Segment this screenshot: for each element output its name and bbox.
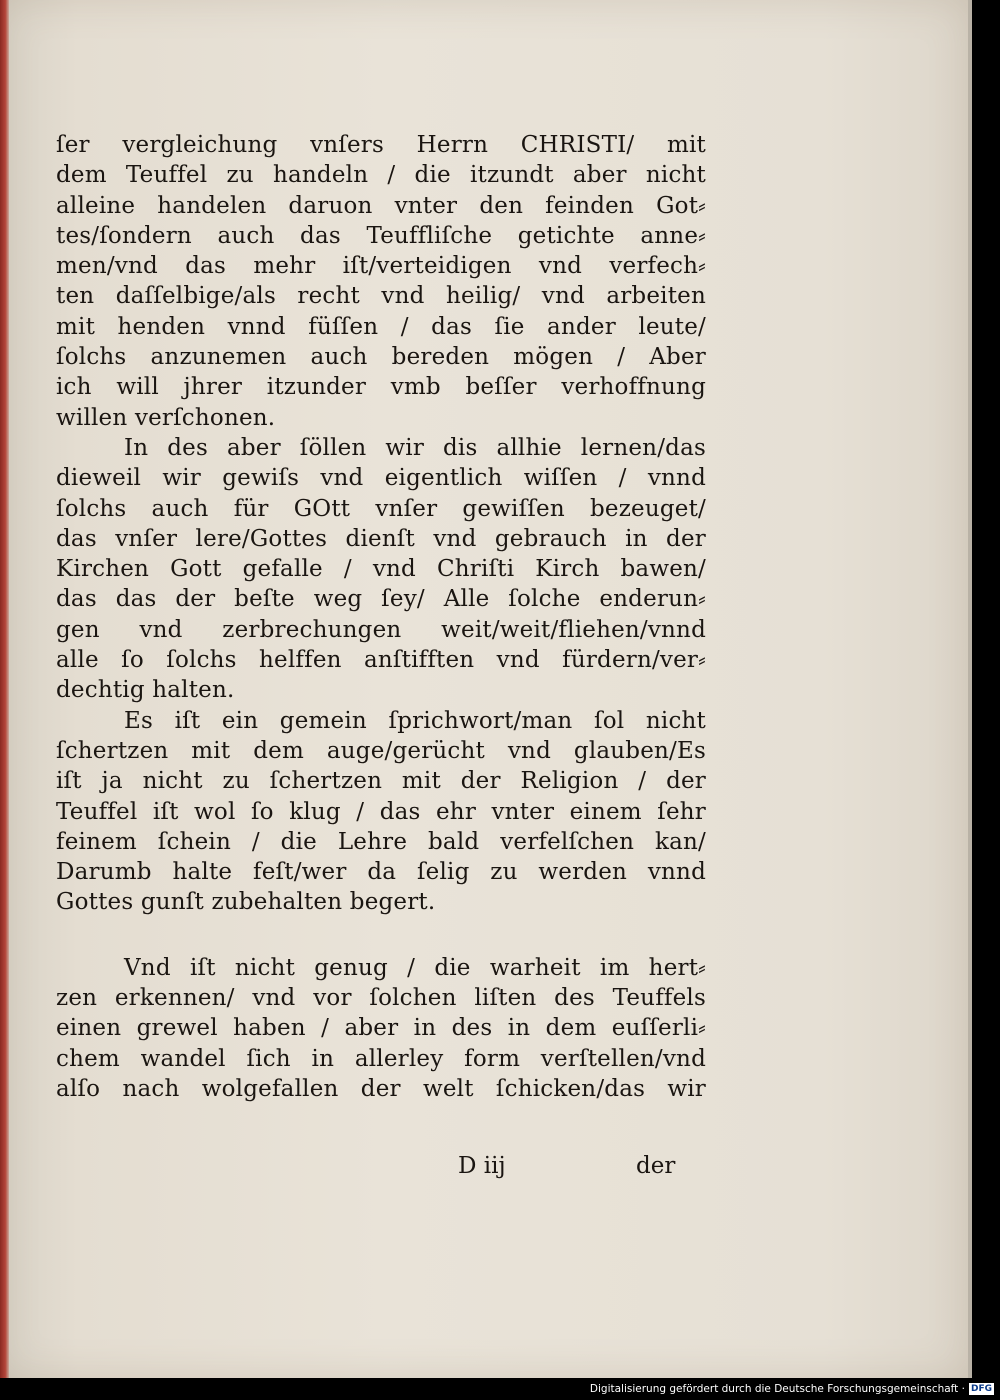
text-line: alſo nach wolgefallen der welt ſchicken/das wir bbox=[56, 1075, 706, 1102]
text-line: ich will jhrer itzunder vmb beſſer verhoffnung bbox=[56, 374, 706, 401]
text-line: dechtig halten. bbox=[56, 677, 235, 704]
text-line: Vnd iſt nicht genug / die warheit im hert⸗ bbox=[124, 954, 706, 981]
text-line: mit henden vnnd füſſen / das ſie ander leute/ bbox=[56, 313, 706, 340]
text-line: ſer vergleichung vnſers Herrn CHRISTI/ mit bbox=[56, 132, 706, 158]
text-line: das das der beſte weg ſey/ Alle ſolche enderun⸗ bbox=[56, 586, 706, 613]
binding-edge bbox=[0, 0, 9, 1378]
text-line: Teuffel iſt wol ſo klug / das ehr vnter einem ſehr bbox=[56, 798, 706, 825]
text-line: iſt ja nicht zu ſchertzen mit der Religion / der bbox=[56, 768, 706, 795]
text-line: feinem ſchein / die Lehre bald verfelſchen kan/ bbox=[56, 828, 706, 855]
credit-text: Digitalisierung gefördert durch die Deutsche Forschungsgemeinschaft · bbox=[589, 1383, 965, 1395]
text-line: In des aber ſöllen wir dis allhie lernen/das bbox=[124, 434, 706, 461]
signature-mark: D iij bbox=[458, 1153, 506, 1179]
text-line: einen grewel haben / aber in des in dem euſſerli⸗ bbox=[56, 1015, 706, 1042]
text-line: dieweil wir gewiſs vnd eigentlich wiſſen / vnnd bbox=[56, 465, 706, 492]
text-line: ſolchs auch für GOtt vnſer gewiſſen bezeuget/ bbox=[56, 495, 706, 522]
text-line: willen verſchonen. bbox=[56, 404, 276, 431]
text-line: Es iſt ein gemein ſprichwort/man ſol nicht bbox=[124, 707, 706, 734]
catchword: der bbox=[636, 1153, 676, 1179]
paragraph-gap bbox=[56, 918, 706, 953]
text-line: tes/ſondern auch das Teuffliſche getichte anne⸗ bbox=[56, 222, 706, 249]
text-line: alle ſo ſolchs helffen anſtifften vnd fürdern/ver⸗ bbox=[56, 647, 706, 674]
text-line: Kirchen Gott gefalle / vnd Chriſti Kirch bawen/ bbox=[56, 556, 706, 583]
text-line: das vnſer lere/Gottes dienſt vnd gebrauch in der bbox=[56, 525, 706, 552]
text-line: men/vnd das mehr iſt/verteidigen vnd verfech⸗ bbox=[56, 253, 706, 280]
text-line: dem Teuffel zu handeln / die itzundt aber nicht bbox=[56, 162, 706, 189]
text-line: ſchertzen mit dem auge/gerücht vnd glauben/Es bbox=[56, 737, 706, 764]
text-line: ſolchs anzunemen auch bereden mögen / Aber bbox=[56, 344, 706, 371]
text-line: chem wandel ſich in allerley form verſtellen/vnd bbox=[56, 1045, 706, 1072]
body-text bbox=[56, 130, 706, 1104]
text-line: Gottes gunſt zubehalten begert. bbox=[56, 889, 436, 916]
digitization-credit bbox=[590, 1381, 994, 1397]
text-line: Darumb halte feſt/wer da ſelig zu werden vnnd bbox=[56, 859, 706, 886]
text-line: zen erkennen/ vnd vor ſolchen liſten des Teuffels bbox=[56, 985, 706, 1012]
text-line: alleine handelen daruon vnter den feinden Got⸗ bbox=[56, 192, 706, 219]
text-line: gen vnd zerbrechungen weit/weit/fliehen/vnnd bbox=[56, 616, 706, 643]
text-line: ten daſſelbige/als recht vnd heilig/ vnd arbeiten bbox=[56, 283, 706, 310]
dfg-logo: DFG bbox=[970, 1384, 992, 1394]
